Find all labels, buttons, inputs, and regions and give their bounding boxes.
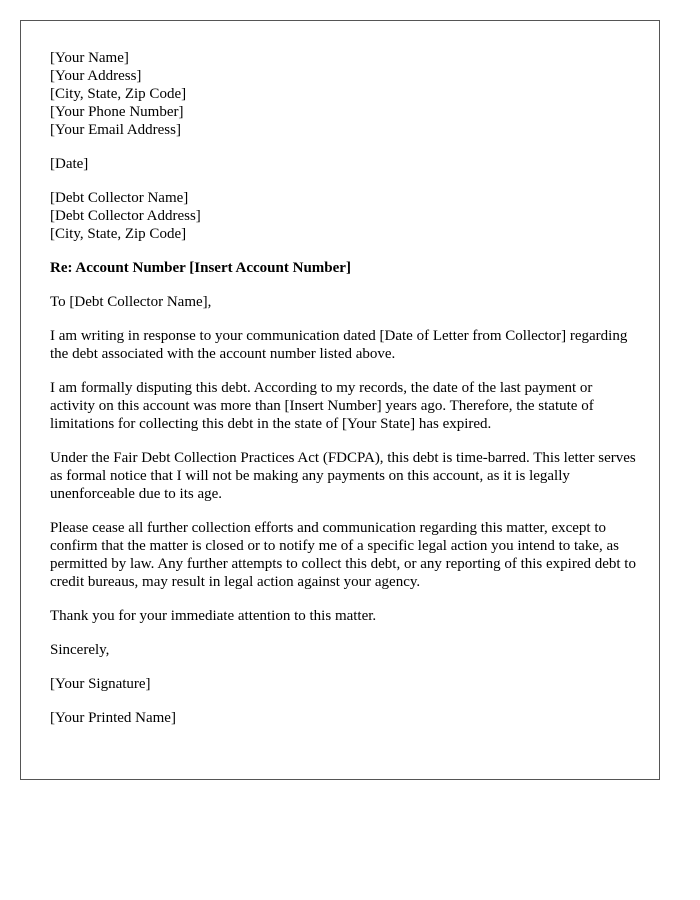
sender-phone: [Your Phone Number] — [50, 104, 184, 120]
letter-content — [50, 49, 640, 743]
salutation: To [Debt Collector Name], — [50, 294, 212, 310]
body-paragraph: I am formally disputing this debt. According to my records, the date of the last payment or activity on this account was more than [Insert Number] years ago. Therefore, the statute of limitations for collecting this debt in the state of [Your State] has expired. — [50, 380, 594, 432]
body-paragraph: Under the Fair Debt Collection Practices Act (FDCPA), this debt is time-barred. This letter serves as formal notice that I will not be making any payments on this account, as it is legally unenforceable due to its age. — [50, 450, 636, 502]
body-paragraph: Please cease all further collection efforts and communication regarding this matter, except to confirm that the matter is closed or to notify me of a specific legal action you intend to take, as permitted by law. Any further attempts to collect this debt, or any reporting of this expired debt to credit bureaus, may result in legal action against your agency. — [50, 520, 636, 590]
date-line: [Date] — [50, 156, 89, 172]
recipient-name: [Debt Collector Name] — [50, 190, 189, 206]
signature: [Your Signature] — [50, 676, 151, 692]
body-paragraph: I am writing in response to your communication dated [Date of Letter from Collector] regarding the debt associated with the account number listed above. — [50, 328, 628, 362]
subject-line: Re: Account Number [Insert Account Number] — [50, 260, 351, 276]
sender-block — [50, 49, 640, 139]
sender-city-state-zip: [City, State, Zip Code] — [50, 86, 187, 102]
recipient-city-state-zip: [City, State, Zip Code] — [50, 226, 187, 242]
closing: Sincerely, — [50, 642, 110, 658]
sender-email: [Your Email Address] — [50, 122, 181, 138]
letter-page — [20, 20, 660, 780]
recipient-address: [Debt Collector Address] — [50, 208, 201, 224]
sender-address: [Your Address] — [50, 68, 142, 84]
printed-name: [Your Printed Name] — [50, 710, 176, 726]
recipient-block — [50, 189, 640, 243]
body-paragraph: Thank you for your immediate attention to this matter. — [50, 608, 377, 624]
sender-name: [Your Name] — [50, 50, 129, 66]
